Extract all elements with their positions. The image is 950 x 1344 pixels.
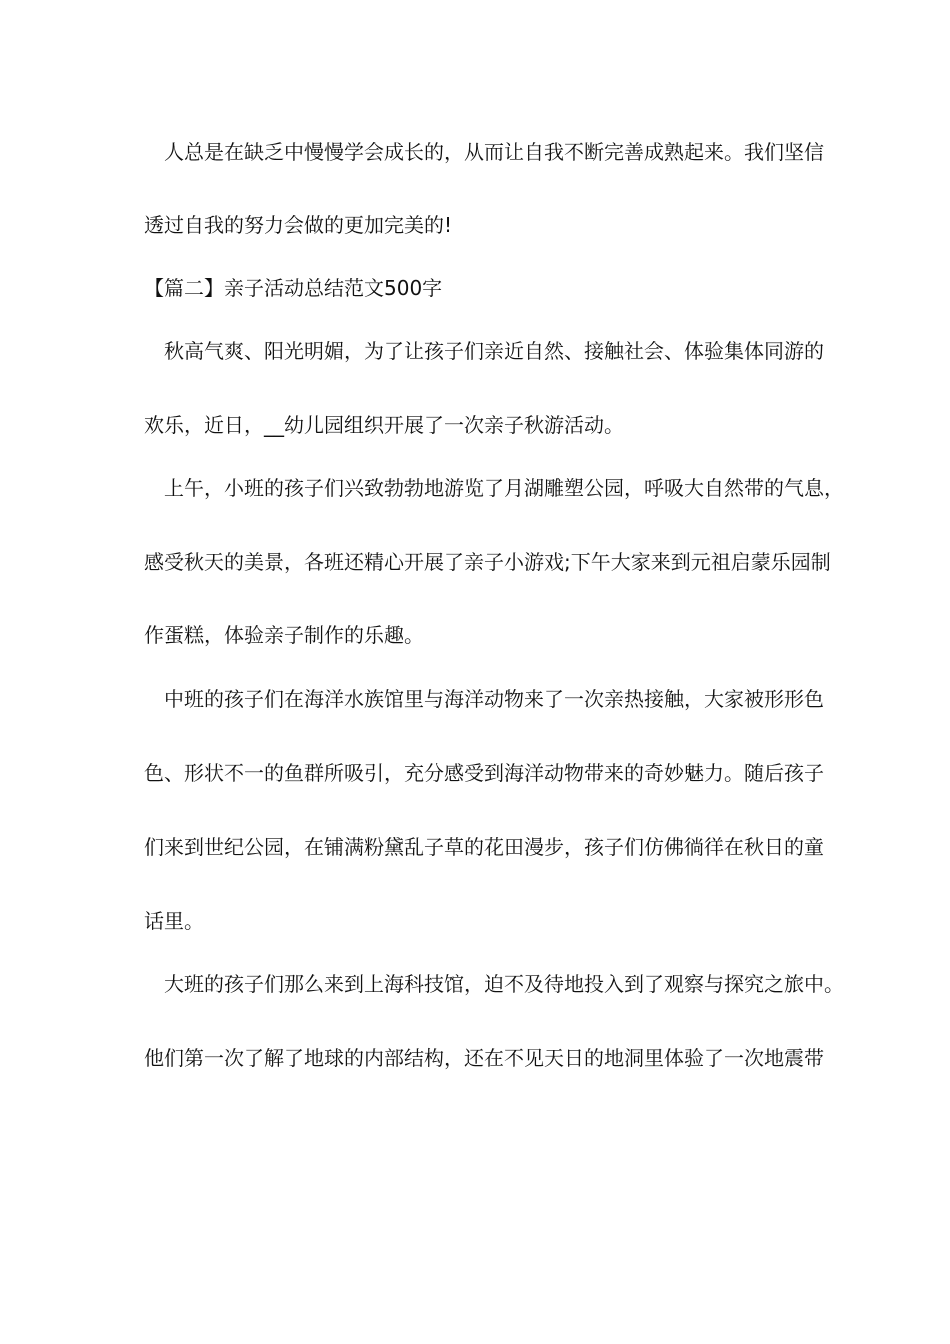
- paragraph-line: 大班的孩子们那么来到上海科技馆，迫不及待地投入到了观察与探究之旅中。: [164, 972, 844, 996]
- section-heading: 【篇二】亲子活动总结范文500字: [144, 276, 443, 300]
- paragraph-line: 欢乐，近日，__幼儿园组织开展了一次亲子秋游活动。: [144, 413, 624, 437]
- paragraph-line: 作蛋糕，体验亲子制作的乐趣。: [144, 623, 424, 647]
- paragraph-line: 中班的孩子们在海洋水族馆里与海洋动物来了一次亲热接触，大家被形形色: [164, 687, 824, 711]
- paragraph-line: 色、形状不一的鱼群所吸引，充分感受到海洋动物带来的奇妙魅力。随后孩子: [144, 761, 824, 785]
- paragraph-line: 上午，小班的孩子们兴致勃勃地游览了月湖雕塑公园，呼吸大自然带的气息，: [164, 476, 844, 500]
- paragraph-line: 话里。: [144, 909, 204, 933]
- paragraph-line: 感受秋天的美景，各班还精心开展了亲子小游戏;下午大家来到元祖启蒙乐园制: [144, 550, 831, 574]
- paragraph-line: 他们第一次了解了地球的内部结构，还在不见天日的地洞里体验了一次地震带: [144, 1046, 824, 1070]
- paragraph-line: 们来到世纪公园，在铺满粉黛乱子草的花田漫步，孩子们仿佛徜徉在秋日的童: [144, 835, 824, 859]
- paragraph-line: 人总是在缺乏中慢慢学会成长的，从而让自我不断完善成熟起来。我们坚信: [164, 140, 824, 164]
- paragraph-line: 透过自我的努力会做的更加完美的!: [144, 213, 453, 237]
- paragraph-line: 秋高气爽、阳光明媚，为了让孩子们亲近自然、接触社会、体验集体同游的: [164, 339, 824, 363]
